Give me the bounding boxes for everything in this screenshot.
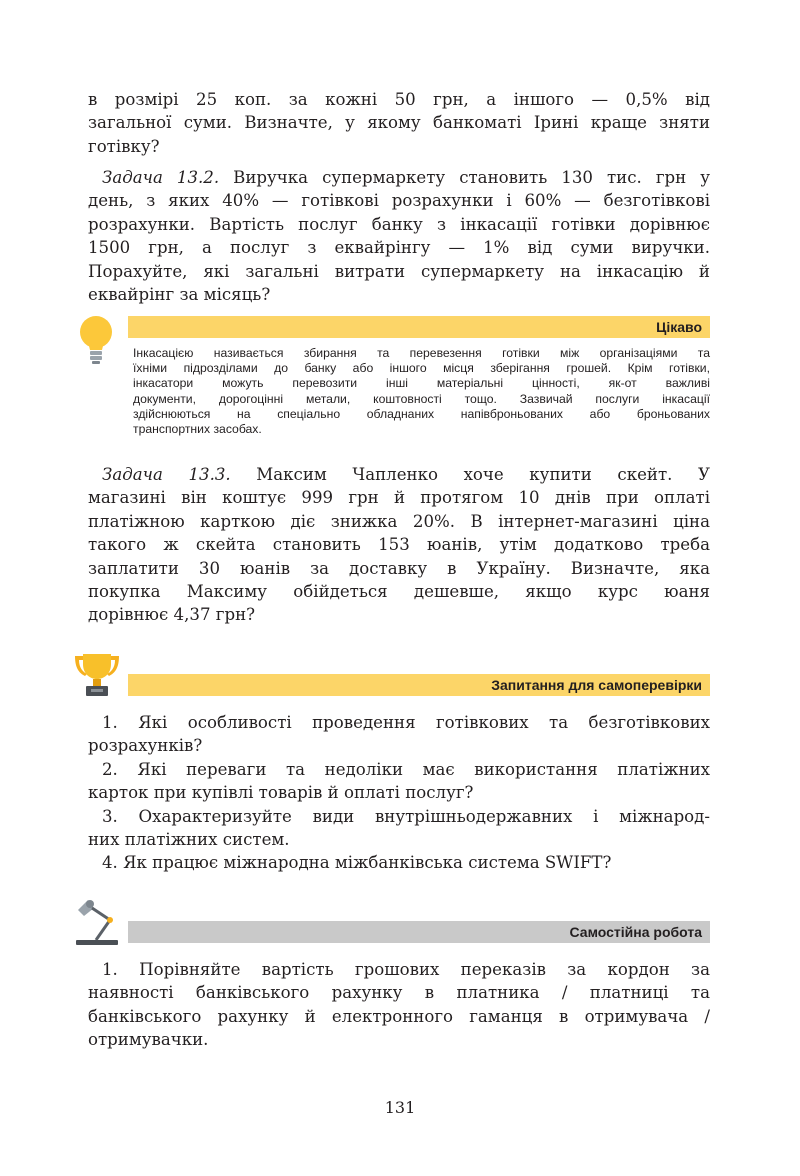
independent-work-banner: Самостійна робота [128, 921, 710, 943]
text-line: платіжною карткою діє знижка 20%. В інтернет-магазині ціна [88, 511, 710, 531]
note-line: їхніми підрозділами до банку або іншого місця зберігання грошей. Крім готівки, [133, 361, 710, 376]
text-line: еквайрінг за місяць? [88, 285, 271, 305]
text-line: Порахуйте, які загальні витрати супермаркету на інкасацію й [88, 261, 710, 281]
self-check-questions [88, 711, 710, 875]
note-line: документи, дорогоцінні метали, коштовності тощо. Зазвичай послуги інкасації [133, 391, 710, 406]
task-text: Максим Чапленко хоче купити скейт. У [230, 465, 710, 484]
task-label: Задача 13.2. [102, 168, 220, 187]
text-line [88, 166, 710, 189]
question-line: 3. Охарактеризуйте види внутрішньодержавних і міжнарод- [102, 806, 710, 826]
text-line: банківського рахунку й електронного гаманця в отримувача / [88, 1006, 710, 1026]
note-line: здійснюються на спеціально обладнаних напівброньованих або броньованих [133, 406, 710, 421]
task-13-3 [88, 463, 710, 627]
text-line: загальної суми. Визначте, у якому банкоматі Ірині краще зняти [88, 113, 710, 133]
text-line: розрахунки. Вартість послуг банку з інкасації готівки дорівнює [88, 214, 710, 234]
lightbulb-icon [76, 314, 116, 366]
text-line: 1500 грн, а послуг з еквайрінгу — 1% від суми виручки. [88, 238, 710, 258]
text-line: покупка Максиму обійдеться дешевше, якщо курс юаня [88, 582, 710, 602]
independent-work-text [88, 958, 710, 1052]
question-line: карток при купівлі товарів й оплаті послуг? [88, 783, 474, 803]
text-line: в розмірі 25 коп. за кожні 50 грн, а іншого — 0,5% від [88, 90, 710, 109]
self-check-banner: Запитання для самоперевірки [128, 674, 710, 696]
task-label: Задача 13.3. [102, 465, 231, 484]
question-line: 1. Які особливості проведення готівкових та безготівкових [102, 713, 710, 732]
question-line: 4. Як працює міжнародна міжбанківська система SWIFT? [102, 853, 612, 873]
text-line: готівку? [88, 136, 160, 156]
note-line: Інкасацією називається збирання та перевезення готівки між організаціями та [133, 346, 710, 360]
text-line: магазині він коштує 999 грн й протягом 10 днів при оплаті [88, 488, 710, 508]
task-13-2 [88, 166, 710, 306]
task-text: Виручка супермаркету становить 130 тис. грн у [219, 168, 710, 187]
question-line: розрахунків? [88, 736, 203, 756]
text-line: день, з яких 40% — готівкові розрахунки і 60% — безготівкові [88, 191, 710, 211]
note-line: транспортних засобах. [133, 422, 262, 437]
trophy-icon [72, 652, 122, 698]
text-line: такого ж скейта становить 153 юанів, утім додатково треба [88, 535, 710, 555]
text-line: наявності банківського рахунку в платника / платниці та [88, 983, 710, 1003]
question-line: них платіжних систем. [88, 830, 290, 850]
page-number: 131 [384, 1098, 416, 1117]
text-line: заплатити 30 юанів за доставку в Україну. Визначте, яка [88, 558, 710, 578]
text-line: дорівнює 4,37 грн? [88, 605, 256, 625]
text-line [88, 463, 710, 486]
text-line: 1. Порівняйте вартість грошових переказів за кордон за [102, 960, 710, 979]
text-line: отримувачки. [88, 1030, 209, 1050]
interesting-text [133, 346, 710, 437]
note-line: інкасатори можуть перевозити інші матеріальні цінності, як-от важливі [133, 376, 710, 391]
question-line: 2. Які переваги та недоліки має використання платіжних [102, 759, 710, 779]
interesting-banner: Цікаво [128, 316, 710, 338]
desk-lamp-icon [72, 896, 122, 948]
paragraph-top [88, 88, 710, 158]
